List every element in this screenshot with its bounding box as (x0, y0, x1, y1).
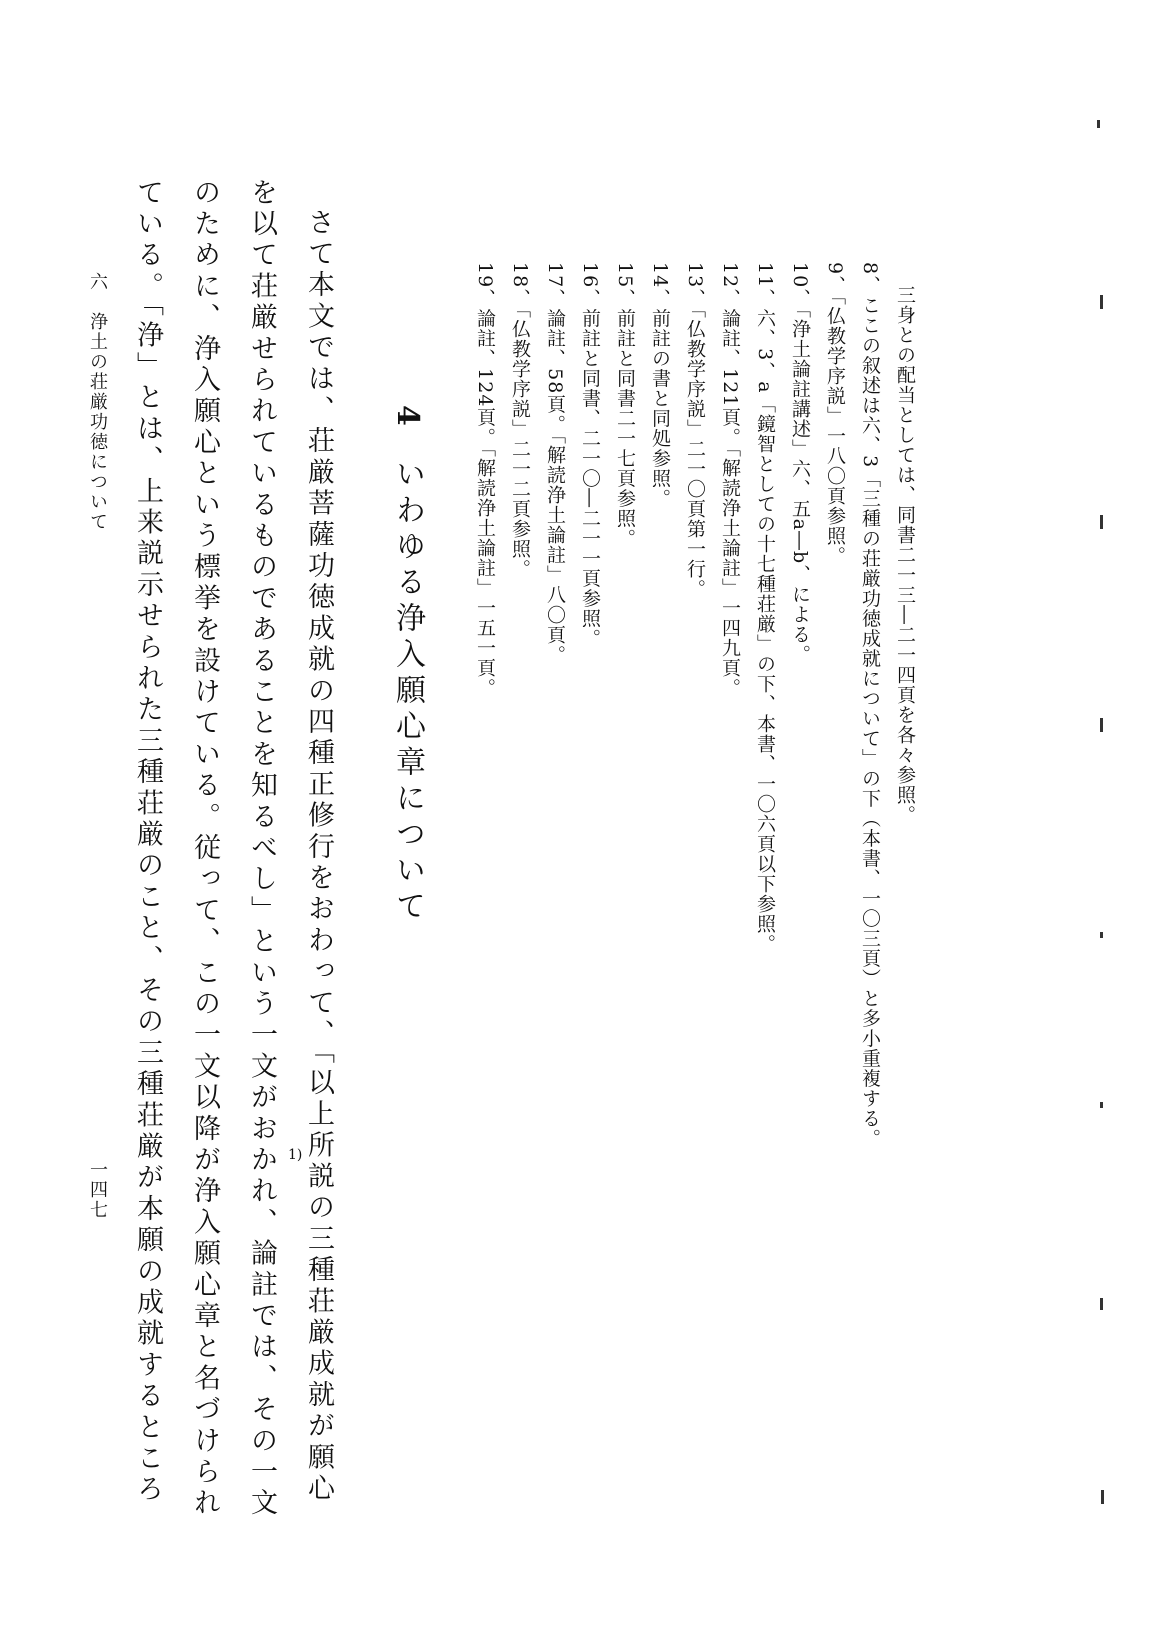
section-title: いわゆる浄入願心章について (390, 457, 425, 926)
section-number: 4 (390, 405, 425, 426)
note-line: 9、「仏教学序説」一八〇頁参照。 (824, 262, 846, 566)
page-number: 一四七 (87, 1160, 108, 1220)
note-line: 11、六、3、a「鏡智としての十七種荘厳」の下、本書、一〇六頁以下参照。 (754, 262, 776, 954)
running-header-chapter: 六 浄土の荘厳功徳について (87, 272, 108, 532)
note-line: 13、「仏教学序説」二一〇頁第一行。 (684, 262, 706, 599)
note-line: 16、前註と同書、二一〇―二一一頁参照。 (579, 262, 601, 649)
note-line: 12、論註、121頁。「解読浄土論註」一四九頁。 (719, 262, 741, 698)
note-line: 三身との配当としては、同書二一三―二一四頁を各々参照。 (894, 285, 916, 825)
note-line: 8、ここの叙述は六、3「三種の荘厳功徳成就について」の下（本書、一〇三頁）と多小重複する。 (859, 262, 881, 1149)
body-line: を以て荘厳せられているものであることを知るべし」という一文がおかれ、論註では、その一文 (246, 178, 277, 1520)
note-line: 19、論註、124頁。「解読浄土論註」一五一頁。 (474, 262, 496, 698)
note-line: 14、前註の書と同処参照。 (649, 262, 671, 509)
note-line: 15、前註と同書二一七頁参照。 (614, 262, 636, 549)
body-line: ている。「浄」とは、上来説示せられた三種荘厳のこと、その三種荘厳が本願の成就するところ (132, 178, 163, 1507)
section-heading (390, 405, 425, 926)
note-line: 18、「仏教学序説」二一二頁参照。 (509, 262, 531, 579)
note-line: 10、「浄土論註講述」六、五a―b、による。 (789, 262, 811, 665)
footnote-marker: 1) (288, 1147, 303, 1163)
note-line: 17、論註、58頁。「解読浄土論註」八〇頁。 (544, 262, 566, 665)
body-line: さて本文では、荘厳菩薩功徳成就の四種正修行をおわって、「以上所説の三種荘厳成就が願心 (303, 208, 334, 1505)
body-line: のために、浄入願心という標挙を設けている。従って、この一文以降が浄入願心章と名づけられ (189, 178, 220, 1520)
